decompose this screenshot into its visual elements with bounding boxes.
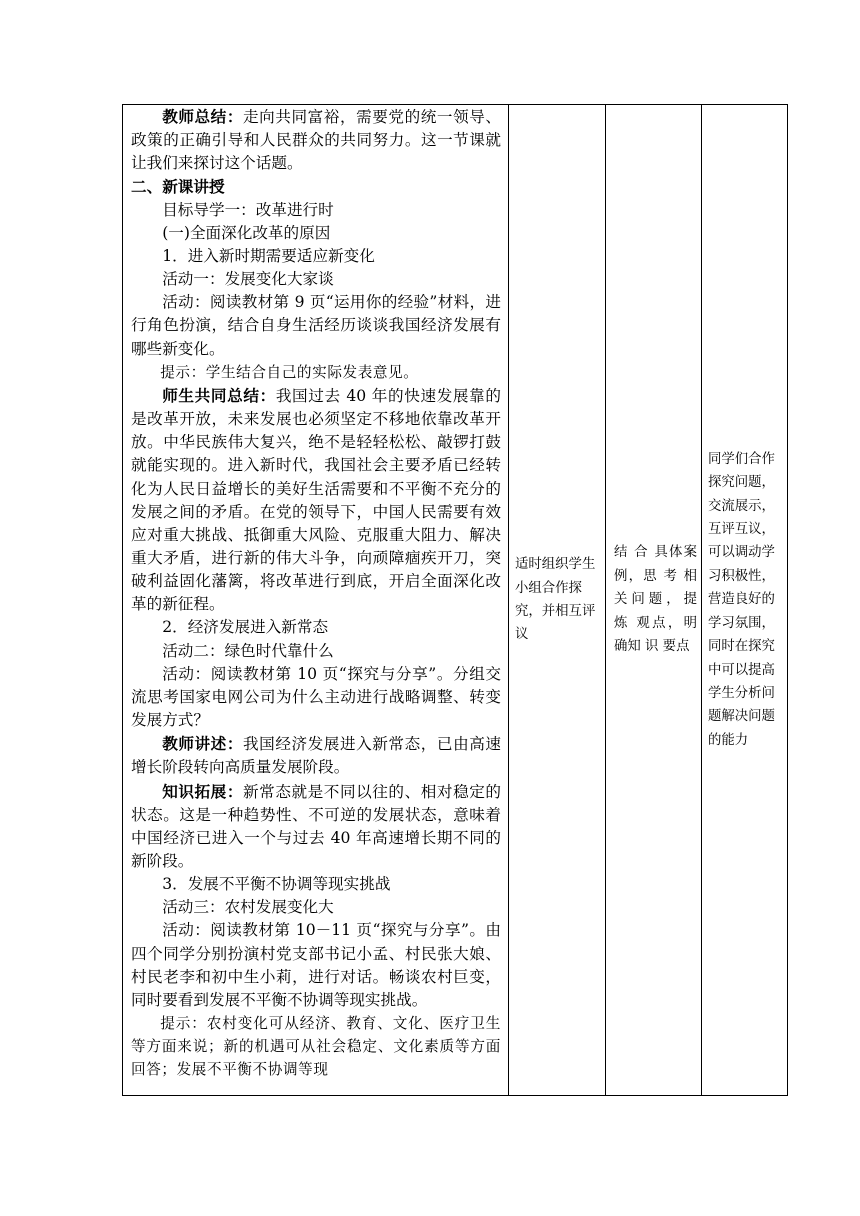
activity2-paragraph [131,663,501,732]
activity2-label: 活动： [162,664,211,683]
activity3-text: 阅读教材第 10－11 页“探究与分享”。由四个同学分别扮演村党支部书记小孟、村民张大娘、村民老李和初中生小莉，进行对话。畅谈农村巨变，同时要看到发展不平衡不协调等现实挑战。 [131,921,501,1009]
teacher-summary-label: 教师总结： [162,107,243,126]
point1-heading: 1．进入新时期需要适应新变化 [162,246,375,265]
subsection-heading: (一)全面深化改革的原因 [162,223,331,242]
hint2-paragraph: 提示：农村变化可从经济、教育、文化、医疗卫生等方面来说；新的机遇可从社会稳定、文化素质等方面回答；发展不平衡不协调等现 [131,1015,501,1079]
goal-heading: 目标导学一：改革进行时 [162,200,334,219]
point2-heading: 2．经济发展进入新常态 [162,618,329,637]
activity3-title: 活动三：农村发展变化大 [162,898,334,917]
knowledge-extension-paragraph [131,780,501,874]
activity1-paragraph [131,291,501,360]
teacher-lecture-text: 我国经济发展进入新常态，已由高速增长阶段转向高质量发展阶段。 [131,735,501,777]
teacher-lecture-label: 教师讲述： [162,734,243,754]
knowledge-extension-text: 新常态就是不同以往的、相对稳定的状态。这是一种趋势性、不可逆的发展状态，意味着中国经济已进入一个与过去 40 年高速增长期不同的新阶段。 [131,782,501,870]
student-activity-cell: 结 合 具体案例，思 考 相关问题，提 炼 观点，明确知 识 要点 [606,105,702,1096]
activity3-label: 活动： [162,921,211,940]
design-intent-cell: 同学们合作探究问题，交流展示，互评互议，可以调动学习积极性，营造良好的学习氛围，同时在探究中可以提高学生分析问题解决问题的能力 [702,105,788,1096]
teacher-summary-text: 走向共同富裕，需要党的统一领导、政策的正确引导和人民群众的共同努力。这一节课就让我们来探讨这个话题。 [131,108,501,173]
activity2-title: 活动二：绿色时代靠什么 [162,641,334,660]
joint-summary-label: 师生共同总结： [162,385,276,405]
activity1-title: 活动一：发展变化大家谈 [162,270,334,289]
teaching-process-cell [123,105,509,1096]
knowledge-extension-label: 知识拓展： [162,781,243,801]
activity1-text: 阅读教材第 9 页“运用你的经验”材料，进行角色扮演，结合自身生活经历谈谈我国经济发展有哪些新变化。 [131,293,501,358]
lesson-plan-table [122,104,788,1096]
point3-heading: 3．发展不平衡不协调等现实挑战 [162,875,391,894]
section-heading-new-lesson: 二、新课讲授 [131,177,225,197]
activity3-paragraph [131,919,501,1012]
joint-summary-paragraph [131,384,501,617]
teacher-lecture-paragraph [131,732,501,779]
teacher-activity-cell: 适时组织学生小组合作探究，并相互评议 [509,105,606,1096]
activity1-label: 活动： [162,293,210,312]
teacher-summary-paragraph [131,105,501,175]
activity2-text: 阅读教材第 10 页“探究与分享”。分组交流思考国家电网公司为什么主动进行战略调整、转变发展方式？ [131,664,501,730]
joint-summary-text: 我国过去 40 年的快速发展靠的是改革开放，未来发展也必须坚定不移地依靠改革开放。中华民族伟大复兴，绝不是轻轻松松、敲锣打鼓就能实现的。进入新时代，我国社会主要矛盾已经转化为人民日益增长的美好生活需要和不平衡不充分的发展之间的矛盾。在党的领导下，中国人民需要有效应对重大挑战、抵御重大风险、克服重大阻力、解决重大矛盾，进行新的伟大斗争，向顽障痼疾开刀，突破利益固化藩篱，将改革进行到底，开启全面深化改革的新征程。 [131,386,501,614]
hint1-paragraph: 提示：学生结合自己的实际发表意见。 [160,363,419,381]
